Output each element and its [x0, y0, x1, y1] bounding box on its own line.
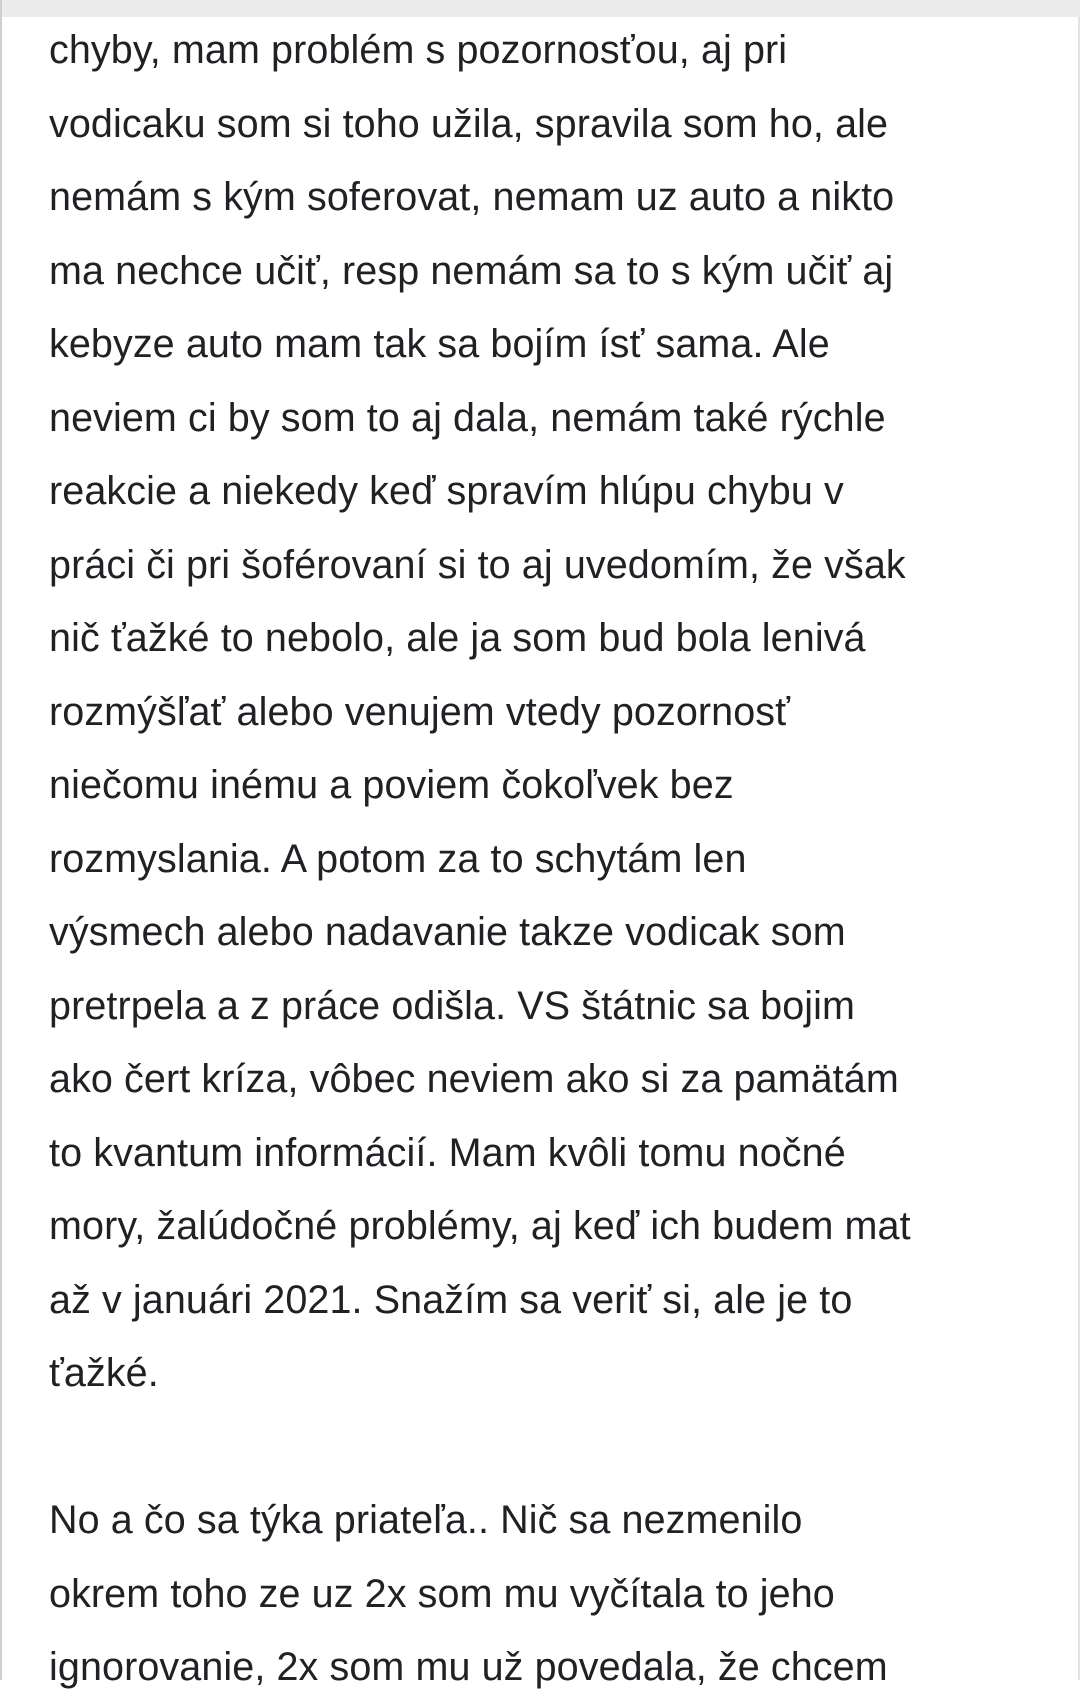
- text-line: neviem ci by som to aj dala, nemám také rýchle: [49, 395, 886, 440]
- left-border: [0, 0, 2, 1680]
- text-line: ma nechce učiť, resp nemám sa to s kým učiť aj: [49, 248, 894, 293]
- paragraph-1: [49, 14, 1059, 1411]
- text-line: výsmech alebo nadavanie takze vodicak som: [49, 910, 846, 954]
- paragraph-2: [49, 1484, 1059, 1705]
- text-line: reakcie a niekedy keď spravím hlúpu chybu v: [49, 469, 844, 513]
- text-line: rozmyslania. A potom za to schytám len: [49, 836, 747, 881]
- text-line: No a čo sa týka priateľa.. Nič sa nezmenilo: [49, 1498, 803, 1542]
- text-line: to kvantum informácií. Mam kvôli tomu nočné: [49, 1130, 846, 1175]
- text-line: ťažké.: [49, 1351, 159, 1395]
- text-line: práci či pri šoférovaní si to aj uvedomím, že však: [49, 542, 906, 587]
- text-line: okrem toho ze uz 2x som mu vyčítala to jeho: [49, 1571, 835, 1616]
- text-line: rozmýšľať alebo venujem vtedy pozornosť: [49, 689, 791, 734]
- text-line: kebyze auto mam tak sa bojím ísť sama. Ale: [49, 322, 830, 366]
- paragraph-spacer: [49, 1411, 1059, 1485]
- text-line: nič ťažké to nebolo, ale ja som bud bola lenivá: [49, 616, 866, 660]
- text-line: pretrpela a z práce odišla. VS štátnic sa bojim: [49, 983, 856, 1028]
- text-line: ignorovanie, 2x som mu už povedala, že chcem: [49, 1645, 888, 1689]
- text-line: ako čert kríza, vôbec neviem ako si za pamätám: [49, 1057, 899, 1101]
- article-body: [49, 14, 1059, 1705]
- text-line: až v januári 2021. Snažím sa veriť si, ale je to: [49, 1277, 853, 1322]
- text-line: mory, žalúdočné problémy, aj keď ich budem mat: [49, 1204, 911, 1248]
- text-line: nemám s kým soferovat, nemam uz auto a nikto: [49, 175, 895, 219]
- text-line: niečomu inému a poviem čokoľvek bez: [49, 763, 734, 807]
- text-line: chyby, mam problém s pozornosťou, aj pri: [49, 28, 788, 72]
- text-line: vodicaku som si toho užila, spravila som ho, ale: [49, 101, 889, 146]
